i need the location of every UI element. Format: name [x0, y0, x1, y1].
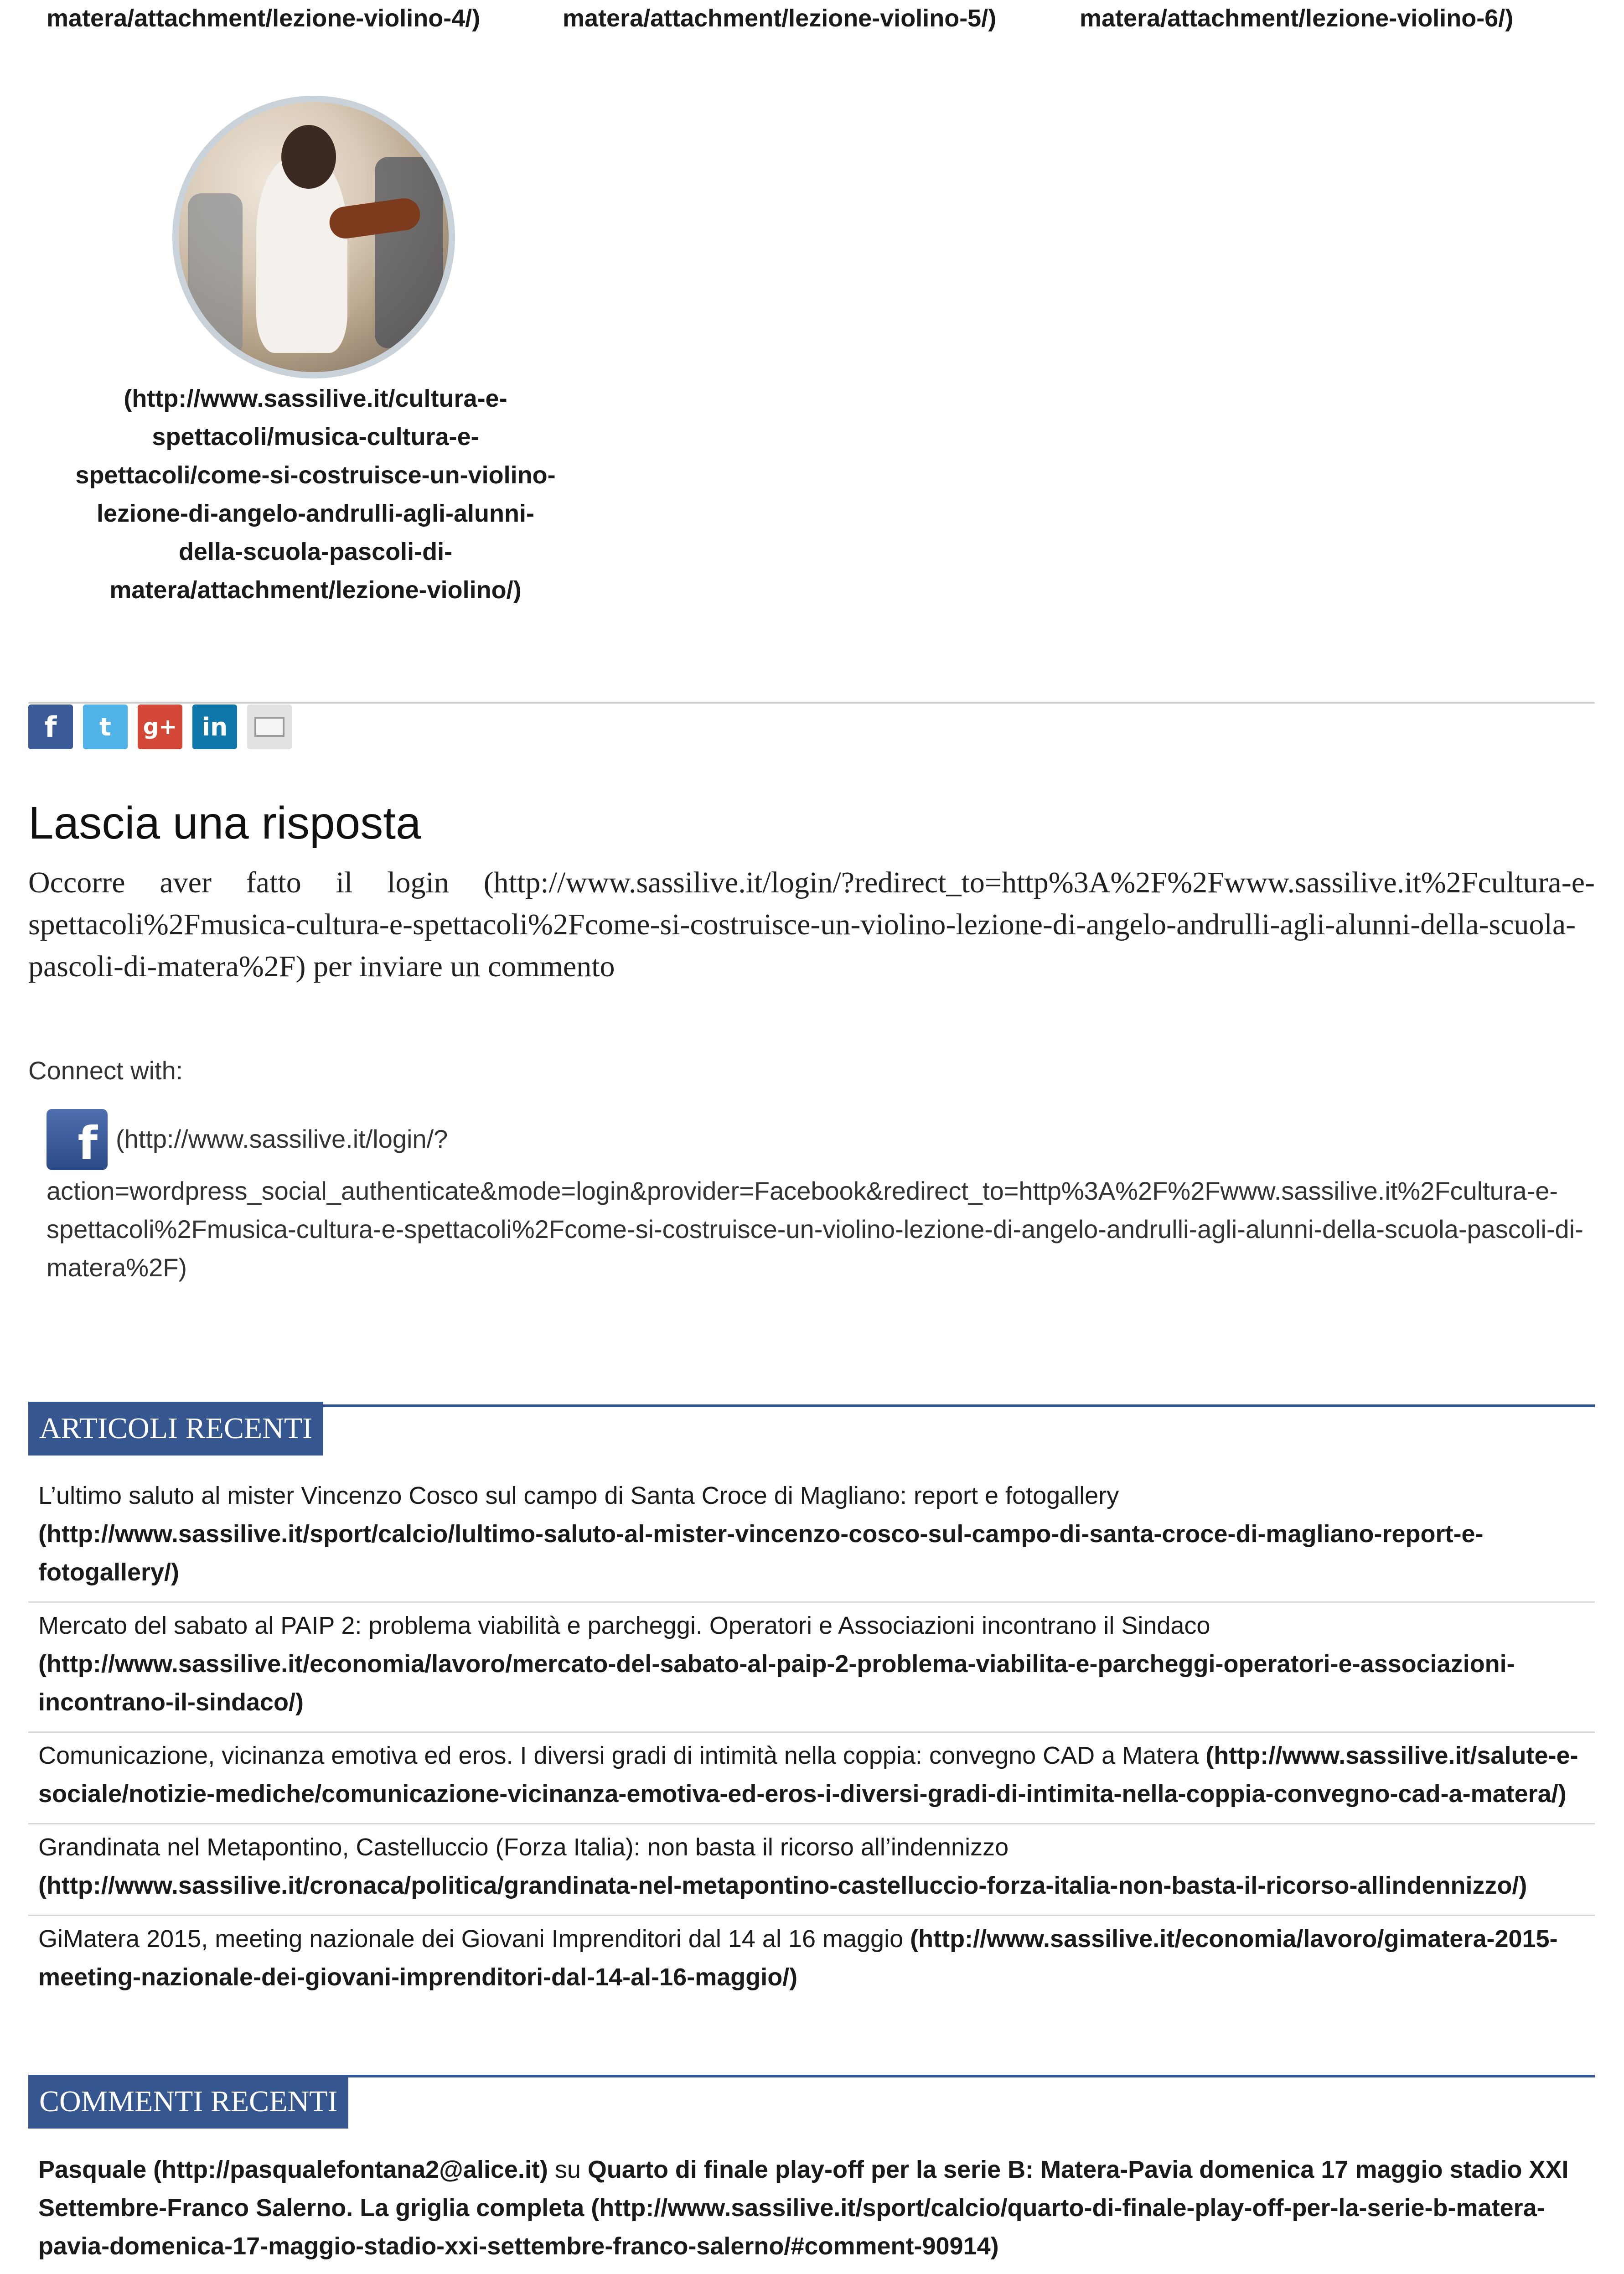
comment-connector: su: [548, 2156, 588, 2183]
article-title: Grandinata nel Metapontino, Castelluccio (Forza Italia): non basta il ricorso all’indennizzo: [38, 1834, 1009, 1861]
recent-comments-heading: COMMENTI RECENTI: [28, 2075, 348, 2129]
facebook-icon[interactable]: f: [28, 704, 73, 749]
article-url: (http://www.sassilive.it/economia/lavoro/gimatera-2015-meeting-nazionale-dei-giovani-imprenditori-dal-14-al-16-maggio/): [38, 1925, 1558, 1991]
article-url: (http://www.sassilive.it/economia/lavoro/mercato-del-sabato-al-paip-2-problema-viabilita-e-parcheggi-operatori-e-associazioni-incontrano-il-sindaco/): [38, 1650, 1515, 1716]
connect-with-label: Connect with:: [28, 1056, 183, 1085]
gallery-thumbnail-link[interactable]: (http://www.sassilive.it/cultura-e-spettacoli/musica-cultura-e-spettacoli/come-si-costruisce-un-violino-lezione-di-angelo-andrulli-agli-alunni-della-scuola-pascoli-di-matera/attachment/lezione-violino/): [75, 385, 556, 604]
recent-articles-list: [28, 1473, 1595, 2006]
gallery-caption-link[interactable]: matera/attachment/lezione-violino-5/): [563, 5, 997, 32]
login-url-first-line: (http://www.sassilive.it/login/?: [116, 1124, 448, 1153]
comment-post-link[interactable]: Quarto di finale play-off per la serie B: Matera-Pavia domenica 17 maggio stadio XXI Settembre-Franco Salerno. La griglia completa (http://www.sassilive.it/sport/calcio/quarto-di-finale-play-off-per-la-serie-b-matera-pavia-domenica-17-maggio-stadio-xxi-settembre-franco-salerno/#comment-90914): [38, 2156, 1569, 2260]
login-required-text[interactable]: Occorre aver fatto il login (http://www.sassilive.it/login/?redirect_to=http%3A%2F%2Fwww.sassilive.it%2Fcultura-e-spettacoli%2Fmusica-cultura-e-spettacoli%2Fcome-si-costruisce-un-violino-lezione-di-angelo-andrulli-agli-alunni-della-scuola-pascoli-di-matera%2F) per inviare un commento: [28, 866, 1595, 983]
photo-violinist-head: [281, 125, 336, 189]
list-item[interactable]: [28, 1733, 1595, 1824]
list-item[interactable]: [28, 1824, 1595, 1916]
gallery-caption-link[interactable]: matera/attachment/lezione-violino-4/): [47, 5, 481, 32]
share-bar: [28, 704, 292, 749]
article-url: (http://www.sassilive.it/cronaca/politica/grandinata-nel-metapontino-castelluccio-forza-italia-non-basta-il-ricorso-allindennizzo/): [38, 1872, 1527, 1899]
list-item[interactable]: [28, 1473, 1595, 1603]
twitter-icon[interactable]: t: [83, 704, 128, 749]
reply-heading: Lascia una risposta: [28, 798, 421, 849]
photo-background-person: [188, 193, 243, 357]
recent-comment: [28, 2150, 1595, 2265]
article-title: GiMatera 2015, meeting nazionale dei Giovani Imprenditori dal 14 al 16 maggio: [38, 1925, 904, 1953]
article-title: Mercato del sabato al PAIP 2: problema viabilità e parcheggi. Operatori e Associazioni incontrano il Sindaco: [38, 1612, 1210, 1639]
recent-articles-heading: ARTICOLI RECENTI: [28, 1402, 323, 1456]
gallery-caption-link[interactable]: matera/attachment/lezione-violino-6/): [1080, 5, 1514, 32]
article-url: (http://www.sassilive.it/sport/calcio/lultimo-saluto-al-mister-vincenzo-cosco-sul-campo-di-santa-croce-di-magliano-report-e-fotogallery/): [38, 1520, 1484, 1586]
linkedin-icon[interactable]: in: [192, 704, 237, 749]
article-title: Comunicazione, vicinanza emotiva ed eros. I diversi gradi di intimità nella coppia: convegno CAD a Matera: [38, 1742, 1199, 1769]
email-icon[interactable]: [247, 704, 292, 749]
login-url-rest: action=wordpress_social_authenticate&mode=login&provider=Facebook&redirect_to=http%3A%2F%2Fwww.sassilive.it%2Fcultura-e-spettacoli%2Fmusica-cultura-e-spettacoli%2Fcome-si-costruisce-un-violino-lezione-di-angelo-andrulli-agli-alunni-della-scuola-pascoli-di-matera%2F): [47, 1176, 1583, 1282]
facebook-login-link[interactable]: [47, 1120, 1588, 1287]
facebook-login-icon[interactable]: f: [47, 1109, 108, 1170]
comment-author-link[interactable]: Pasquale (http://pasqualefontana2@alice.it): [38, 2156, 548, 2183]
gallery-thumbnail[interactable]: [172, 96, 455, 378]
article-url: (http://www.sassilive.it/salute-e-sociale/notizie-mediche/comunicazione-vicinanza-emotiva-ed-eros-i-diversi-gradi-di-intimita-nella-coppia-convegno-cad-a-matera/): [38, 1742, 1578, 1808]
article-title: L’ultimo saluto al mister Vincenzo Cosco sul campo di Santa Croce di Magliano: report e fotogallery: [38, 1482, 1119, 1509]
divider: [28, 702, 1595, 704]
list-item[interactable]: [28, 1916, 1595, 2006]
photo-background-person: [375, 157, 443, 348]
list-item[interactable]: [28, 1603, 1595, 1733]
google-plus-icon[interactable]: g+: [138, 704, 182, 749]
